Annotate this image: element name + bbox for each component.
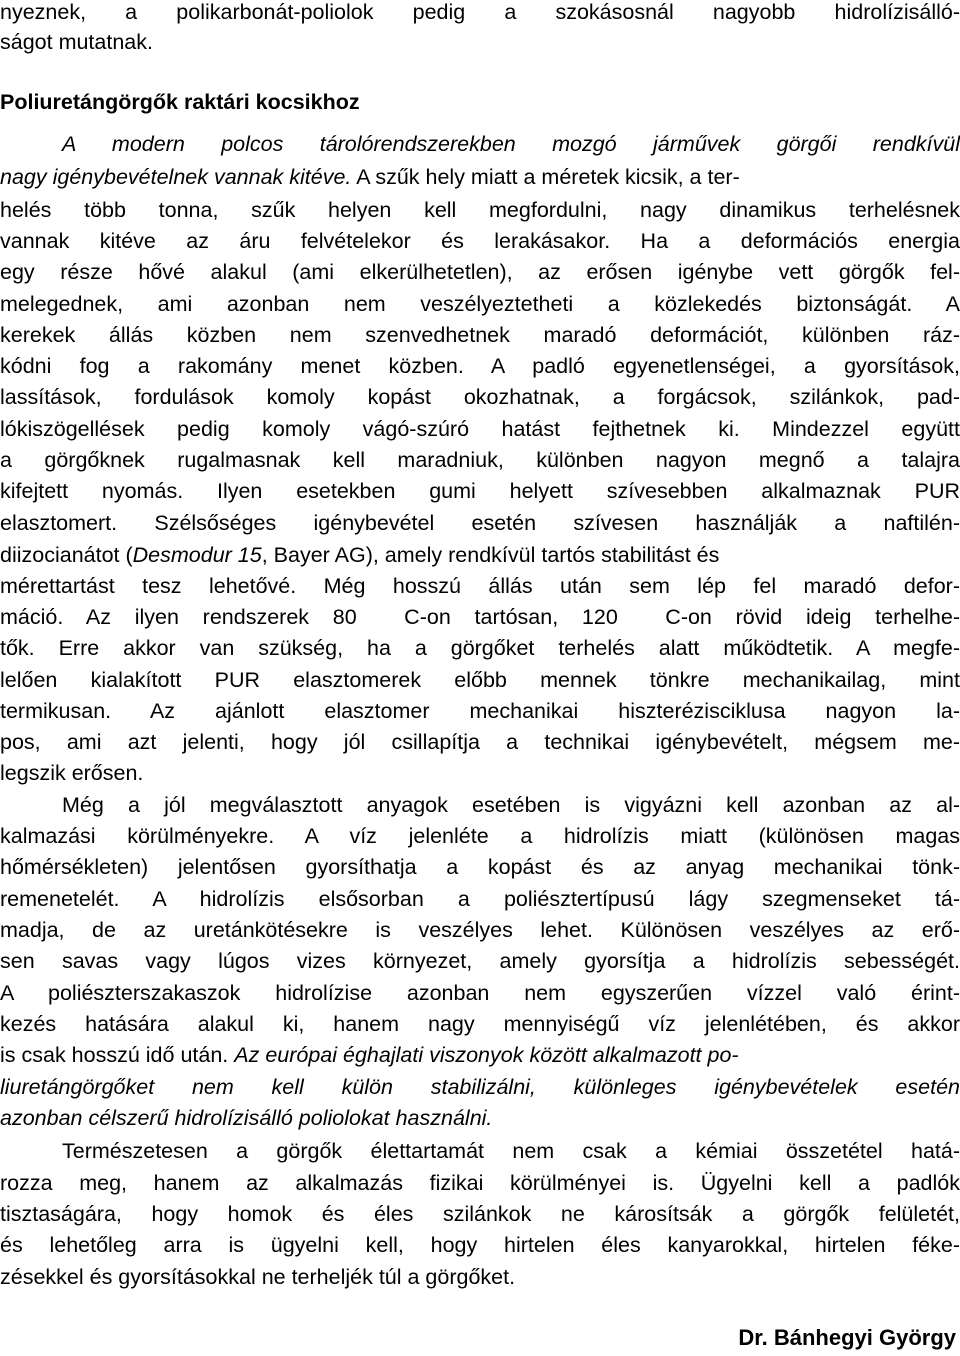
text-line: remenetelét. A hidrolízis elsősorban a poliésztertípusú lágy szegmenseket tá- [0, 887, 960, 911]
text-span: , Bayer AG), amely rendkívül tartós stabilitást és [261, 543, 720, 567]
text-line: pos, ami azt jelenti, hogy jól csillapítja a technikai igénybevételt, mégsem me- [0, 730, 960, 754]
text-line: liuretángörgőket nem kell külön stabilizálni, különleges igénybevételek esetén [0, 1075, 960, 1099]
text-line: Természetesen a görgők élettartamát nem csak a kémiai összetétel hatá- [62, 1139, 960, 1163]
text-line: hőmérsékleten) jelentősen gyorsíthatja a kopást és az anyag mechanikai tönk- [0, 855, 960, 879]
text-line: rozza meg, hanem az alkalmazás fizikai körülményei is. Ügyelni kell a padlók [0, 1171, 960, 1195]
text-line: elasztomert. Szélsőséges igénybevétel esetén szívesen használják a naftilén- [0, 511, 960, 535]
text-line: a görgőknek rugalmasnak kell maradniuk, különben nagyon megnő a talajra [0, 448, 960, 472]
text-line: lókiszögellések pedig komoly vágó-szúró hatást fejthetnek ki. Mindezzel együtt [0, 417, 960, 441]
text-line: és lehetőleg arra is ügyelni kell, hogy hirtelen éles kanyarokkal, hirtelen féke- [0, 1233, 960, 1257]
text-line: melegednek, ami azonban nem veszélyeztetheti a közlekedés biztonságát. A [0, 292, 960, 316]
text-line: lelően kialakított PUR elasztomerek előbb mennek tönkre mechanikailag, mint [0, 668, 960, 692]
text-line: A poliészterszakaszok hidrolízise azonban nem egyszerűen vízzel való érint- [0, 981, 960, 1005]
text-span: A szűk hely miatt a méretek kicsik, a ter- [356, 165, 740, 189]
italic-text: nagy igénybevételnek vannak kitéve. [0, 165, 352, 189]
text-line: kezés hatására alakul ki, hanem nagy mennyiségű víz jelenlétében, és akkor [0, 1012, 960, 1036]
text-line [0, 1040, 960, 1070]
text-line: kifejtett nyomás. Ilyen esetekben gumi helyett szívesebben alkalmaznak PUR [0, 479, 960, 503]
text-line: tők. Erre akkor van szükség, ha a görgőket terhelés alatt működtetik. A megfe- [0, 636, 960, 660]
text-span: diizocianátot ( [0, 543, 133, 567]
text-span: is csak hosszú idő után. [0, 1043, 229, 1067]
text-line: kerekek állás közben nem szenvedhetnek maradó deformációt, különben ráz- [0, 323, 960, 347]
author-signature: Dr. Bánhegyi György [738, 1325, 956, 1350]
text-line: legszik erősen. [0, 761, 144, 785]
text-line: sen savas vagy lúgos vizes környezet, amely gyorsítja a hidrolízis sebességét. [0, 949, 960, 973]
text-line: nyeznek, a polikarbonát-poliolok pedig a szokásosnál nagyobb hidrolízisálló- [0, 0, 960, 24]
text-line: mérettartást tesz lehetővé. Még hosszú állás után sem lép fel maradó defor- [0, 574, 960, 598]
text-line: kalmazási körülményekre. A víz jelenléte a hidrolízis miatt (különösen magas [0, 824, 960, 848]
text-line: máció. Az ilyen rendszerek 80 C-on tartósan, 120 C-on rövid ideig terhelhe- [0, 605, 960, 629]
text-line: egy része hővé alakul (ami elkerülhetetlen), az erősen igénybe vett görgők fel- [0, 260, 960, 284]
text-line: Még a jól megválasztott anyagok esetében is vigyázni kell azonban az al- [62, 793, 960, 817]
text-line: helés több tonna, szűk helyen kell megfordulni, nagy dinamikus terhelésnek [0, 198, 960, 222]
text-line [0, 162, 960, 192]
product-name: Desmodur 15 [132, 543, 262, 567]
text-line: ságot mutatnak. [0, 30, 153, 54]
text-line: zésekkel és gyorsításokkal ne terheljék túl a görgőket. [0, 1265, 516, 1289]
italic-text: Az európai éghajlati viszonyok között alkalmazott po- [234, 1043, 739, 1067]
text-line: kódni fog a rakomány menet közben. A padló egyenetlenségei, a gyorsítások, [0, 354, 960, 378]
section-heading: Poliuretángörgők raktári kocsikhoz [0, 90, 360, 114]
text-line: A modern polcos tárolórendszerekben mozgó járművek görgői rendkívül [62, 132, 960, 156]
text-line: azonban célszerű hidrolízisálló poliolokat használni. [0, 1106, 493, 1130]
text-line: tisztaságára, hogy homok és éles szilánkok ne károsítsák a görgők felületét, [0, 1202, 960, 1226]
text-line: vannak kitéve az áru felvételekor és lerakásakor. Ha a deformációs energia [0, 229, 960, 253]
text-line: termikusan. Az ajánlott elasztomer mechanikai hiszterézisciklusa nagyon la- [0, 699, 960, 723]
text-line: madja, de az uretánkötésekre is veszélyes lehet. Különösen veszélyes az erő- [0, 918, 960, 942]
text-line: lassítások, fordulások komoly kopást okozhatnak, a forgácsok, szilánkok, pad- [0, 385, 960, 409]
text-line [0, 540, 960, 570]
